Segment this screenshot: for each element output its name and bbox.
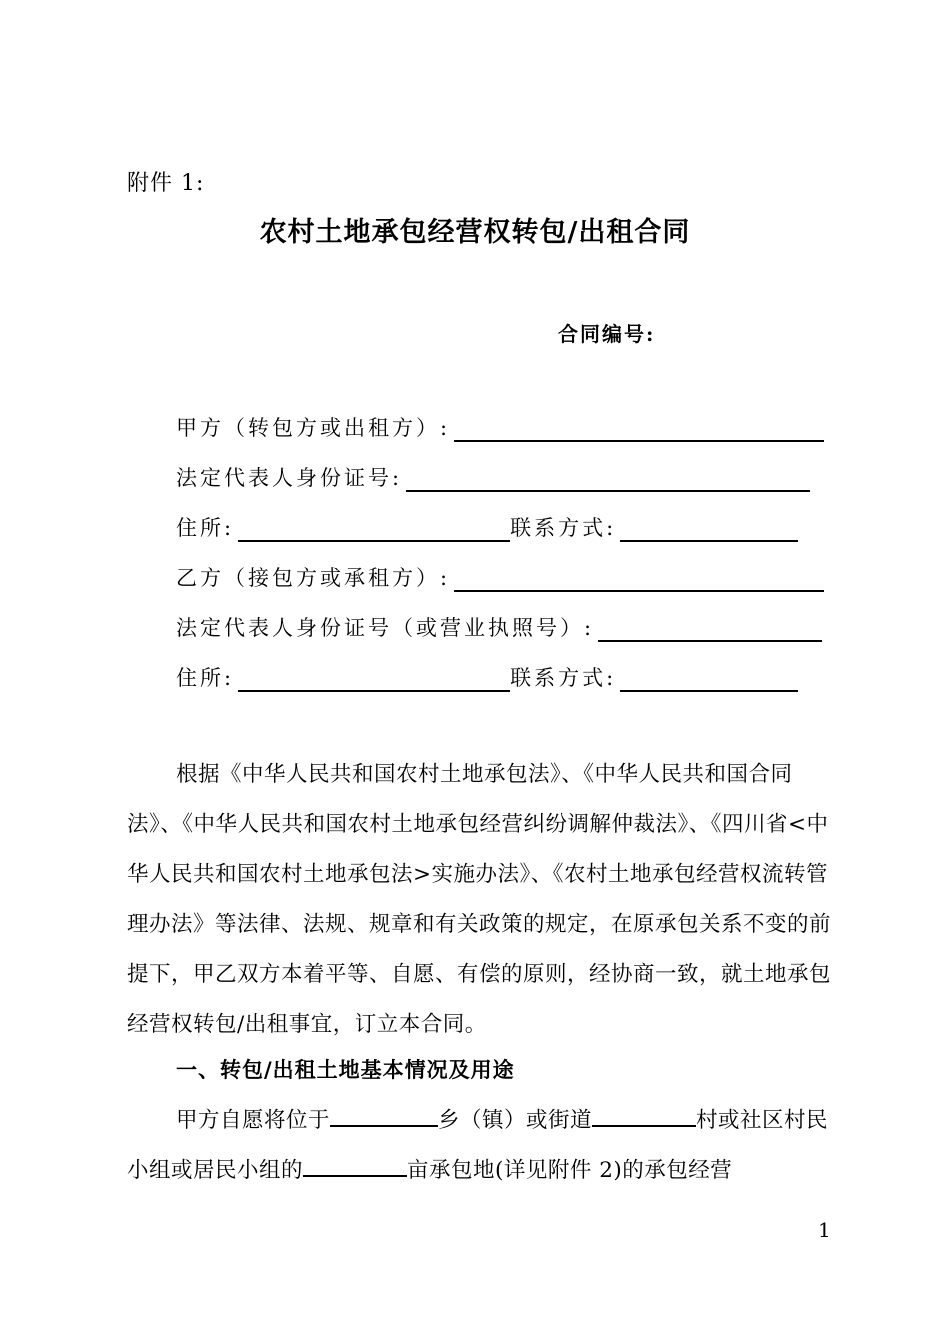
attachment-label: 附件 1: bbox=[127, 171, 205, 196]
party-a-address-blank[interactable] bbox=[238, 518, 510, 542]
party-b-id-row bbox=[176, 612, 822, 642]
township-blank[interactable] bbox=[330, 1105, 438, 1127]
contract-number-label: 合同编号: bbox=[558, 322, 656, 346]
party-b-row bbox=[176, 562, 824, 592]
township-label: 乡（镇）或街道 bbox=[438, 1108, 593, 1133]
section-1-heading: 一、转包/出租土地基本情况及用途 bbox=[176, 1058, 515, 1082]
area-blank[interactable] bbox=[303, 1155, 407, 1177]
party-a-address-row bbox=[176, 512, 798, 542]
party-a-id-row bbox=[176, 462, 810, 492]
party-b-address-row bbox=[176, 662, 798, 692]
party-a-blank[interactable] bbox=[454, 418, 824, 442]
section-1-text bbox=[127, 1096, 833, 1196]
location-prefix: 甲方自愿将位于 bbox=[176, 1108, 331, 1133]
preamble-paragraph bbox=[127, 750, 833, 1050]
party-a-id-label: 法定代表人身份证号: bbox=[176, 466, 403, 490]
village-label: 村或社区 bbox=[696, 1108, 785, 1133]
section-1-paragraph bbox=[127, 1096, 833, 1196]
party-b-id-label: 法定代表人身份证号（或营业执照号）: bbox=[176, 616, 595, 640]
party-a-row bbox=[176, 412, 824, 442]
party-b-contact-label: 联系方式: bbox=[510, 666, 617, 690]
party-a-address-label: 住所: bbox=[176, 516, 235, 540]
party-a-label: 甲方（转包方或出租方）: bbox=[176, 416, 451, 440]
preamble-text: 根据《中华人民共和国农村土地承包法》、《中华人民共和国合同法》、《中华人民共和国农村土地承包经营纠纷调解仲裁法》、《四川省<中华人民共和国农村土地承包法>实施办法》、《农村土地承包经营权流转管理办法》等法律、法规、规章和有关政策的规定，在原承包关系不变的前提下，甲乙双方本着平等、自愿、有偿的原则，经协商一致，就土地承包经营权转包/出租事宜，订立本合同。 bbox=[127, 762, 832, 1037]
party-a-id-blank[interactable] bbox=[406, 468, 810, 492]
page-number: 1 bbox=[818, 1218, 831, 1242]
party-b-id-blank[interactable] bbox=[598, 618, 822, 642]
party-a-contact-label: 联系方式: bbox=[510, 516, 617, 540]
party-b-address-label: 住所: bbox=[176, 666, 235, 690]
document-title: 农村土地承包经营权转包/出租合同 bbox=[259, 217, 691, 248]
party-b-blank[interactable] bbox=[454, 568, 824, 592]
village-blank[interactable] bbox=[592, 1105, 696, 1127]
group-label: 村民小组或居民小组的 bbox=[127, 1108, 829, 1183]
party-b-contact-blank[interactable] bbox=[620, 668, 798, 692]
party-b-address-blank[interactable] bbox=[238, 668, 510, 692]
party-a-contact-blank[interactable] bbox=[620, 518, 798, 542]
area-suffix: 亩承包地(详见附件 2)的承包经营 bbox=[407, 1158, 733, 1183]
party-b-label: 乙方（接包方或承租方）: bbox=[176, 566, 451, 590]
